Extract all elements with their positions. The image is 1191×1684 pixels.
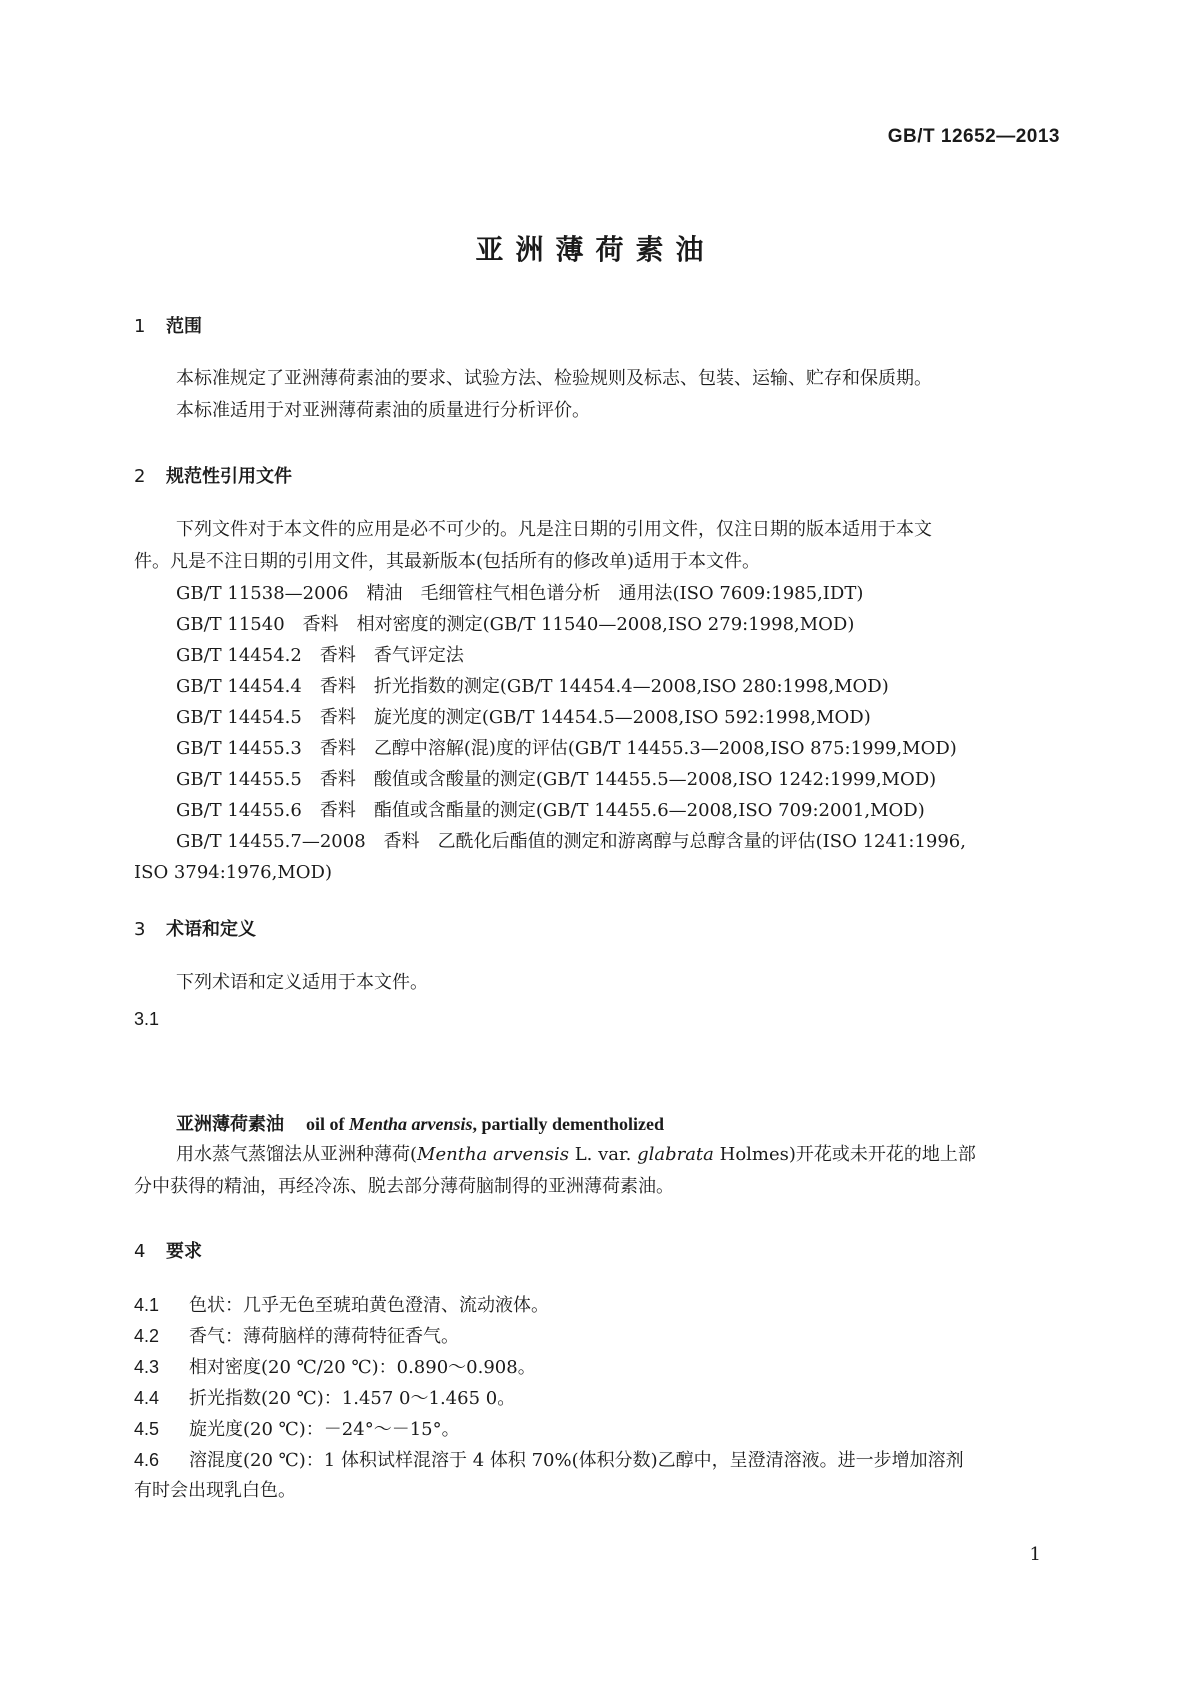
reference-item: GB/T 14454.2 香料 香气评定法 xyxy=(176,645,464,666)
paragraph: 本标准规定了亚洲薄荷素油的要求、试验方法、检验规则及标志、包装、运输、贮存和保质期。 xyxy=(176,368,932,389)
term-entry xyxy=(176,1110,664,1136)
requirement-number: 4.3 xyxy=(134,1357,160,1377)
requirement-item xyxy=(134,1289,549,1322)
requirement-text: 色状：几乎无色至琥珀黄色澄清、流动液体。 xyxy=(189,1295,549,1316)
requirement-text: 相对密度(20 ℃/20 ℃)：0.890～0.908。 xyxy=(189,1357,536,1378)
term-english-prefix: oil of xyxy=(306,1114,349,1134)
reference-item: GB/T 11538—2006 精油 毛细管柱气相色谱分析 通用法(ISO 7609:1985,IDT) xyxy=(176,583,864,604)
requirement-number: 4.5 xyxy=(134,1419,160,1439)
requirement-number: 4.1 xyxy=(134,1295,160,1315)
standard-number: GB/T 12652—2013 xyxy=(887,126,1060,147)
requirement-item xyxy=(134,1382,515,1415)
term-english xyxy=(306,1114,664,1134)
requirement-continuation: 有时会出现乳白色。 xyxy=(134,1480,296,1501)
term-english-suffix: , partially dementholized xyxy=(472,1114,665,1134)
paragraph: 件。凡是不注日期的引用文件，其最新版本(包括所有的修改单)适用于本文件。 xyxy=(134,551,761,572)
definition-line-1 xyxy=(176,1139,976,1171)
section-4-heading xyxy=(134,1237,202,1263)
paragraph: 下列文件对于本文件的应用是必不可少的。凡是注日期的引用文件，仅注日期的版本适用于本文 xyxy=(176,519,932,540)
page-number: 1 xyxy=(1029,1544,1041,1565)
reference-continuation: ISO 3794:1976,MOD) xyxy=(134,862,332,883)
term-chinese: 亚洲薄荷素油 xyxy=(176,1114,284,1135)
definition-text: Holmes)开花或未开花的地上部 xyxy=(713,1144,976,1165)
section-title: 范围 xyxy=(166,316,202,337)
section-title: 规范性引用文件 xyxy=(166,466,292,487)
reference-item: GB/T 11540 香料 相对密度的测定(GB/T 11540—2008,ISO 279:1998,MOD) xyxy=(176,614,855,635)
requirement-text: 香气：薄荷脑样的薄荷特征香气。 xyxy=(189,1326,459,1347)
requirement-number: 4.4 xyxy=(134,1388,160,1408)
reference-item: GB/T 14454.5 香料 旋光度的测定(GB/T 14454.5—2008,ISO 592:1998,MOD) xyxy=(176,707,871,728)
reference-item: GB/T 14455.6 香料 酯值或含酯量的测定(GB/T 14455.6—2008,ISO 709:2001,MOD) xyxy=(176,800,925,821)
section-number: 3 xyxy=(134,919,146,940)
section-number: 1 xyxy=(134,316,146,337)
definition-line-2: 分中获得的精油，再经冷冻、脱去部分薄荷脑制得的亚洲薄荷素油。 xyxy=(134,1176,674,1197)
section-1-heading xyxy=(134,312,202,338)
section-3-heading xyxy=(134,915,256,941)
document-title: 亚洲薄荷素油 xyxy=(475,233,716,266)
definition-latin: Mentha arvensis xyxy=(417,1144,569,1165)
requirement-text: 折光指数(20 ℃)：1.457 0～1.465 0。 xyxy=(189,1388,516,1409)
section-title: 要求 xyxy=(166,1241,202,1262)
reference-item: GB/T 14455.5 香料 酸值或含酸量的测定(GB/T 14455.5—2008,ISO 1242:1999,MOD) xyxy=(176,769,937,790)
subsection-number: 3.1 xyxy=(134,1009,160,1029)
section-title: 术语和定义 xyxy=(166,919,256,940)
requirement-item xyxy=(134,1351,536,1384)
requirement-text: 溶混度(20 ℃)：1 体积试样混溶于 4 体积 70%(体积分数)乙醇中，呈澄清溶液。进一步增加溶剂 xyxy=(189,1450,964,1471)
reference-item: GB/T 14455.7—2008 香料 乙酰化后酯值的测定和游离醇与总醇含量的评估(ISO 1241:1996, xyxy=(176,831,966,852)
definition-text: 用水蒸气蒸馏法从亚洲种薄荷( xyxy=(176,1144,418,1165)
section-number: 4 xyxy=(134,1241,146,1262)
reference-item: GB/T 14454.4 香料 折光指数的测定(GB/T 14454.4—2008,ISO 280:1998,MOD) xyxy=(176,676,889,697)
definition-latin: glabrata xyxy=(637,1144,714,1165)
requirement-number: 4.6 xyxy=(134,1450,160,1470)
paragraph: 本标准适用于对亚洲薄荷素油的质量进行分析评价。 xyxy=(176,400,590,421)
requirement-number: 4.2 xyxy=(134,1326,160,1346)
term-english-latin: Mentha arvensis xyxy=(349,1114,473,1134)
requirement-text: 旋光度(20 ℃)：－24°～－15°。 xyxy=(189,1419,460,1440)
paragraph: 下列术语和定义适用于本文件。 xyxy=(176,972,428,993)
requirement-item xyxy=(134,1320,459,1353)
section-number: 2 xyxy=(134,466,146,487)
section-2-heading xyxy=(134,462,292,488)
definition-text: L. var. xyxy=(568,1144,638,1165)
requirement-item xyxy=(134,1413,460,1446)
requirement-item xyxy=(134,1444,964,1477)
reference-item: GB/T 14455.3 香料 乙醇中溶解(混)度的评估(GB/T 14455.3—2008,ISO 875:1999,MOD) xyxy=(176,738,957,759)
